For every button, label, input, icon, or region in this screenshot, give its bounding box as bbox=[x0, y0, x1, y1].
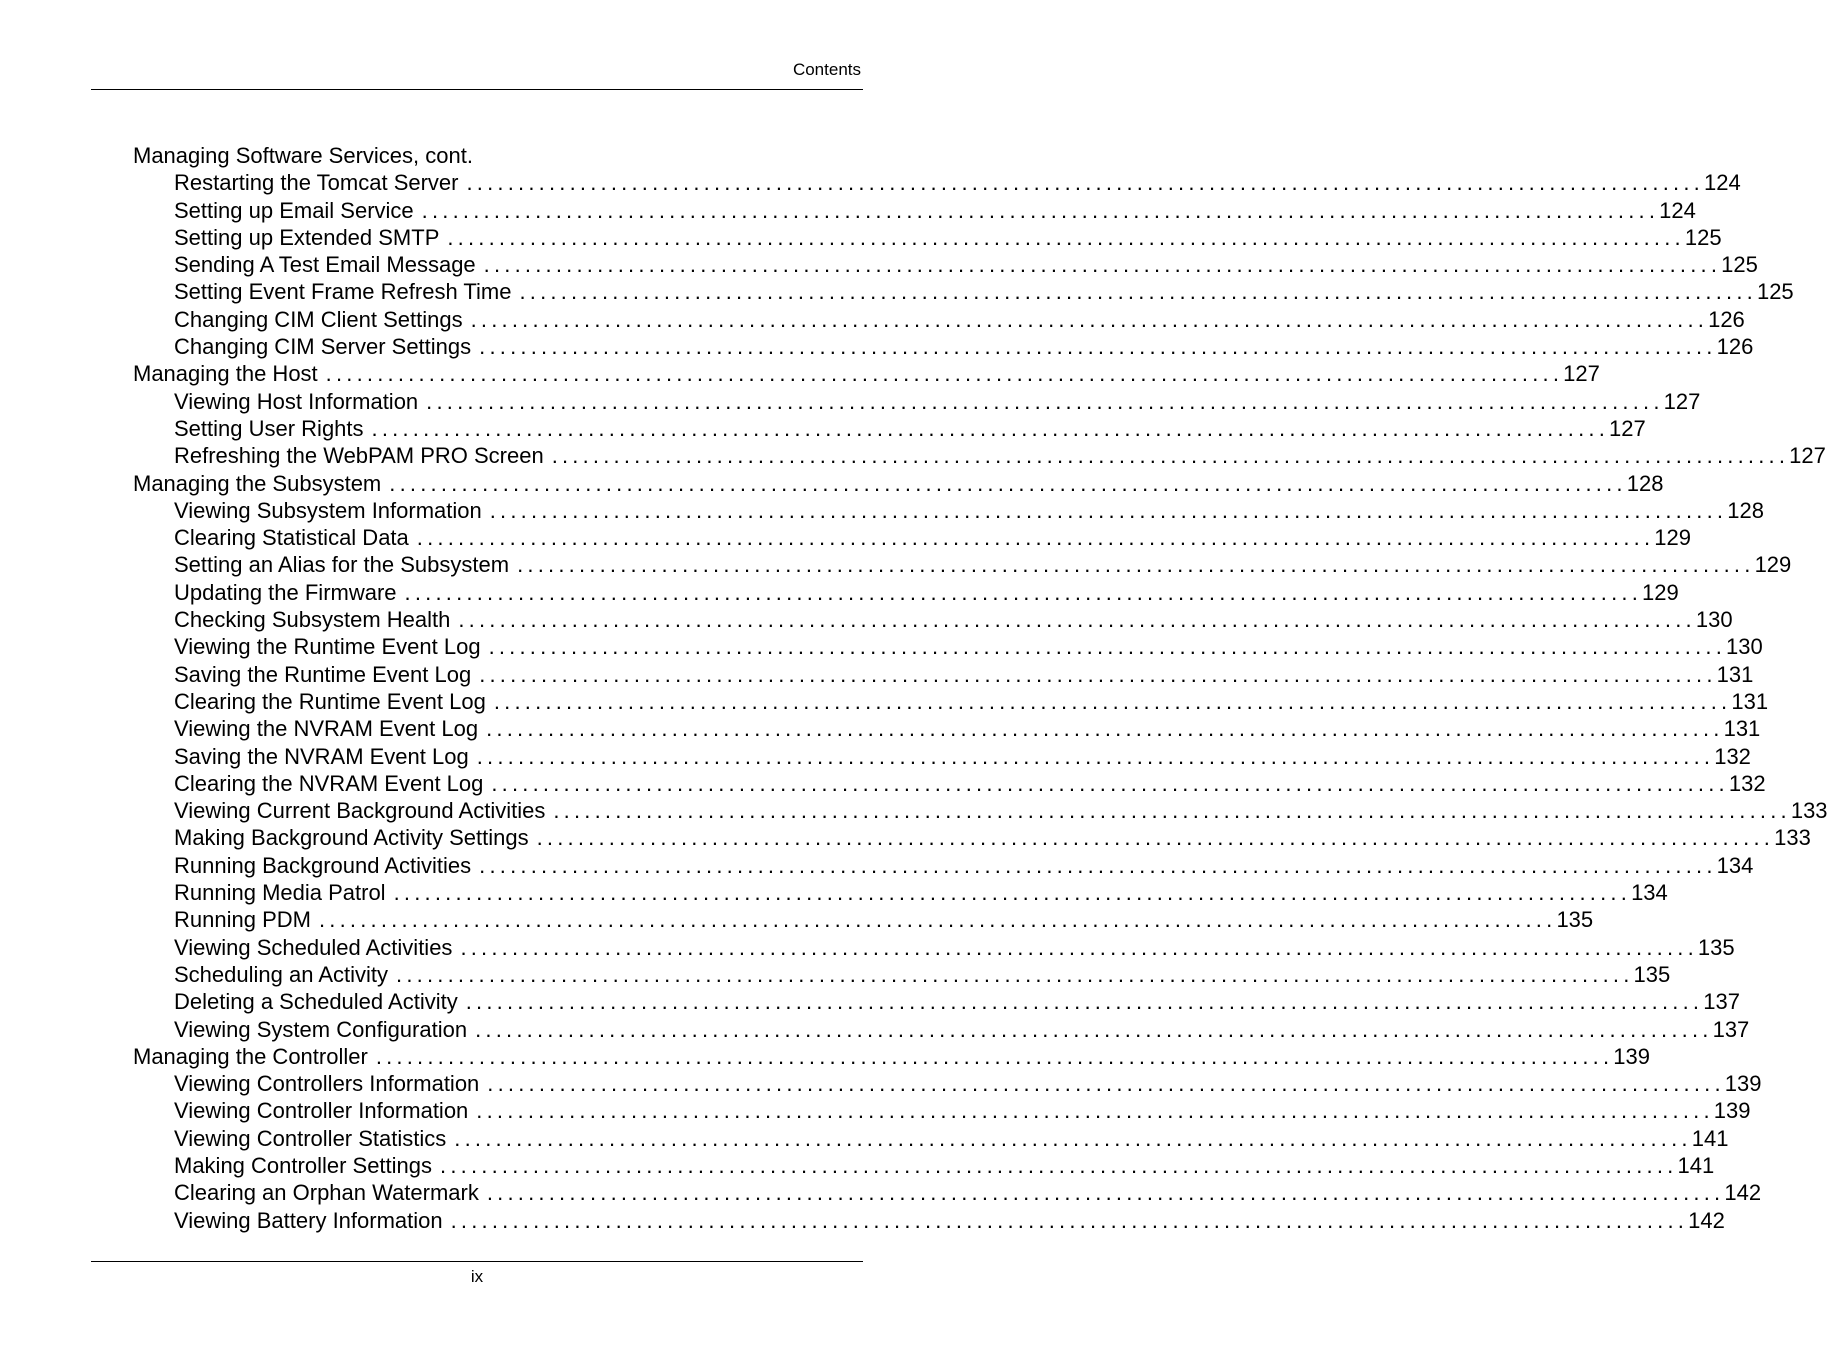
toc-entry-page: 127 bbox=[1609, 415, 1646, 441]
dot-leader: ........................................................................................................................ bbox=[489, 497, 1728, 523]
toc-entry-title: Deleting a Scheduled Activity bbox=[174, 989, 458, 1015]
toc-entry-title: Restarting the Tomcat Server bbox=[174, 170, 459, 196]
toc-subsection-entry[interactable] bbox=[133, 633, 1763, 660]
toc-subsection-entry[interactable] bbox=[133, 1097, 1751, 1124]
dot-leader: ........................................................................................................................ bbox=[479, 852, 1717, 878]
toc-entry-title: Viewing Current Background Activities bbox=[174, 798, 546, 824]
toc-entry-title: Setting up Email Service bbox=[174, 197, 414, 223]
dot-leader: ........................................................................................................................ bbox=[450, 1207, 1689, 1233]
toc-entry-page: 135 bbox=[1697, 934, 1735, 960]
toc-entry-title: Making Background Activity Settings bbox=[174, 825, 529, 851]
dot-leader: ........................................................................................................................ bbox=[325, 361, 1564, 387]
toc-subsection-entry[interactable] bbox=[133, 579, 1679, 606]
dot-leader: ........................................................................................................................ bbox=[476, 1098, 1714, 1124]
toc-subsection-entry[interactable] bbox=[133, 415, 1646, 442]
dot-leader: ........................................................................................................................ bbox=[479, 334, 1717, 360]
toc-entry-title: Setting up Extended SMTP bbox=[174, 224, 440, 250]
toc-subsection-entry[interactable] bbox=[133, 1070, 1762, 1097]
toc-entry-page: 128 bbox=[1727, 497, 1764, 523]
toc-subsection-entry[interactable] bbox=[133, 743, 1751, 770]
toc-entry-page: 134 bbox=[1631, 880, 1668, 906]
toc-subsection-entry[interactable] bbox=[133, 661, 1754, 688]
toc-entry-title: Clearing an Orphan Watermark bbox=[174, 1180, 479, 1206]
toc-entry-title: Viewing the NVRAM Event Log bbox=[174, 716, 479, 742]
dot-leader: ........................................................................................................................ bbox=[479, 661, 1717, 687]
toc-entry-page: 129 bbox=[1754, 552, 1792, 578]
toc-section-entry[interactable] bbox=[133, 470, 1664, 497]
toc-subsection-entry[interactable] bbox=[133, 169, 1741, 196]
toc-entry-page: 132 bbox=[1728, 770, 1766, 796]
toc-subsection-entry[interactable] bbox=[133, 961, 1671, 988]
table-of-contents bbox=[133, 142, 1828, 1234]
dot-leader: ........................................................................................................................ bbox=[458, 607, 1696, 633]
toc-subsection-entry[interactable] bbox=[133, 442, 1826, 469]
toc-subsection-entry[interactable] bbox=[133, 388, 1701, 415]
toc-entry-page: 132 bbox=[1714, 743, 1751, 769]
dot-leader: ........................................................................................................................ bbox=[491, 770, 1729, 796]
toc-subsection-entry[interactable] bbox=[133, 770, 1766, 797]
toc-entry-title: Running Background Activities bbox=[174, 852, 472, 878]
toc-entry-title: Sending A Test Email Message bbox=[174, 252, 476, 278]
toc-entry-title: Clearing the NVRAM Event Log bbox=[174, 770, 484, 796]
dot-leader: ........................................................................................................................ bbox=[470, 306, 1709, 332]
toc-subsection-entry[interactable] bbox=[133, 524, 1691, 551]
toc-entry-page: 134 bbox=[1716, 852, 1754, 878]
toc-subsection-entry[interactable] bbox=[133, 333, 1754, 360]
dot-leader: ........................................................................................................................ bbox=[371, 415, 1610, 441]
toc-entry-page: 128 bbox=[1626, 470, 1664, 496]
toc-entry-title: Refreshing the WebPAM PRO Screen bbox=[174, 443, 544, 469]
toc-subsection-entry[interactable] bbox=[133, 1207, 1725, 1234]
dot-leader: ........................................................................................................................ bbox=[416, 525, 1655, 551]
toc-section-entry[interactable] bbox=[133, 360, 1600, 387]
toc-subsection-entry[interactable] bbox=[133, 852, 1754, 879]
toc-subsection-entry[interactable] bbox=[133, 497, 1764, 524]
toc-entry-page: 141 bbox=[1677, 1152, 1715, 1178]
dot-leader: ........................................................................................................................ bbox=[465, 989, 1704, 1015]
toc-entry-title: Changing CIM Server Settings bbox=[174, 334, 472, 360]
toc-entry-page: 126 bbox=[1708, 306, 1745, 332]
toc-entry-page: 141 bbox=[1691, 1125, 1729, 1151]
toc-subsection-entry[interactable] bbox=[133, 251, 1758, 278]
toc-subsection-entry[interactable] bbox=[133, 606, 1733, 633]
toc-entry-title: Saving the Runtime Event Log bbox=[174, 661, 472, 687]
toc-entry-page: 127 bbox=[1663, 388, 1701, 414]
dot-leader: ........................................................................................................................ bbox=[493, 688, 1732, 714]
dot-leader: ........................................................................................................................ bbox=[421, 197, 1660, 223]
toc-entry-page: 129 bbox=[1654, 525, 1691, 551]
toc-entry-page: 139 bbox=[1724, 1071, 1762, 1097]
toc-subsection-entry[interactable] bbox=[133, 988, 1740, 1015]
dot-leader: ........................................................................................................................ bbox=[426, 388, 1664, 414]
toc-entry-title: Viewing Controller Information bbox=[174, 1098, 469, 1124]
toc-subsection-entry[interactable] bbox=[133, 688, 1769, 715]
toc-entry-page: 137 bbox=[1703, 989, 1740, 1015]
toc-entry-title: Setting User Rights bbox=[174, 415, 364, 441]
dot-leader: ........................................................................................................................ bbox=[396, 961, 1634, 987]
toc-entry-page: 139 bbox=[1713, 1098, 1751, 1124]
dot-leader: ........................................................................................................................ bbox=[486, 1180, 1725, 1206]
toc-subsection-entry[interactable] bbox=[133, 824, 1811, 851]
toc-entry-title: Viewing Host Information bbox=[174, 388, 419, 414]
dot-leader: ........................................................................................................................ bbox=[318, 907, 1557, 933]
toc-entry-title: Running PDM bbox=[174, 907, 311, 933]
toc-entry-page: 137 bbox=[1712, 1016, 1750, 1042]
toc-entry-page: 126 bbox=[1716, 334, 1754, 360]
toc-entry-page: 142 bbox=[1688, 1207, 1725, 1233]
toc-entry-page: 129 bbox=[1642, 579, 1679, 605]
dot-leader: ........................................................................................................................ bbox=[440, 1152, 1678, 1178]
toc-entry-page: 131 bbox=[1716, 661, 1754, 687]
dot-leader: ........................................................................................................................ bbox=[517, 552, 1755, 578]
toc-entry-page: 125 bbox=[1684, 224, 1722, 250]
toc-entry-title: Running Media Patrol bbox=[174, 880, 386, 906]
toc-entry-title: Clearing the Runtime Event Log bbox=[174, 688, 486, 714]
dot-leader: ........................................................................................................................ bbox=[487, 1071, 1725, 1097]
toc-entry-title: Viewing System Configuration bbox=[174, 1016, 468, 1042]
toc-entry-title: Viewing Battery Information bbox=[174, 1207, 443, 1233]
toc-entry-page: 125 bbox=[1721, 252, 1758, 278]
dot-leader: ........................................................................................................................ bbox=[488, 634, 1727, 660]
toc-subsection-entry[interactable] bbox=[133, 224, 1722, 251]
toc-entry-title: Setting Event Frame Refresh Time bbox=[174, 279, 512, 305]
toc-subsection-entry[interactable] bbox=[133, 1125, 1729, 1152]
dot-leader: ........................................................................................................................ bbox=[483, 252, 1722, 278]
toc-entry-page: 133 bbox=[1790, 798, 1828, 824]
dot-leader: ........................................................................................................................ bbox=[536, 825, 1775, 851]
toc-entry-page: 139 bbox=[1613, 1043, 1651, 1069]
toc-subsection-entry[interactable] bbox=[133, 306, 1745, 333]
toc-entry-page: 131 bbox=[1731, 688, 1769, 714]
dot-leader: ........................................................................................................................ bbox=[553, 798, 1791, 824]
toc-entry-page: 130 bbox=[1726, 634, 1763, 660]
toc-entry-title: Checking Subsystem Health bbox=[174, 607, 451, 633]
toc-subsection-entry[interactable] bbox=[133, 934, 1735, 961]
dot-leader: ........................................................................................................................ bbox=[404, 579, 1643, 605]
toc-entry-title: Scheduling an Activity bbox=[174, 961, 389, 987]
toc-entry-title: Viewing Controller Statistics bbox=[174, 1125, 447, 1151]
toc-subsection-entry[interactable] bbox=[133, 197, 1696, 224]
toc-entry-title: Updating the Firmware bbox=[174, 579, 397, 605]
dot-leader: ........................................................................................................................ bbox=[475, 1016, 1713, 1042]
toc-entry-title: Managing the Subsystem bbox=[133, 470, 382, 496]
toc-subsection-entry[interactable] bbox=[133, 797, 1828, 824]
dot-leader: ........................................................................................................................ bbox=[551, 443, 1790, 469]
toc-entry-page: 130 bbox=[1695, 607, 1733, 633]
header-rule bbox=[91, 89, 863, 90]
toc-subsection-entry[interactable] bbox=[133, 906, 1594, 933]
toc-entry-page: 127 bbox=[1789, 443, 1826, 469]
dot-leader: ........................................................................................................................ bbox=[519, 279, 1757, 305]
dot-leader: ........................................................................................................................ bbox=[466, 170, 1704, 196]
toc-subsection-entry[interactable] bbox=[133, 879, 1668, 906]
toc-subsection-entry[interactable] bbox=[133, 715, 1761, 742]
toc-subsection-entry[interactable] bbox=[133, 278, 1794, 305]
dot-leader: ........................................................................................................................ bbox=[393, 880, 1632, 906]
toc-entry-page: 142 bbox=[1724, 1180, 1762, 1206]
dot-leader: ........................................................................................................................ bbox=[486, 716, 1724, 742]
toc-entry-title: Viewing Scheduled Activities bbox=[174, 934, 453, 960]
toc-subsection-entry[interactable] bbox=[133, 551, 1792, 578]
toc-entry-page: 127 bbox=[1563, 361, 1600, 387]
toc-entry-page: 124 bbox=[1659, 197, 1696, 223]
toc-entry-title: Viewing the Runtime Event Log bbox=[174, 634, 481, 660]
toc-entry-title: Changing CIM Client Settings bbox=[174, 306, 463, 332]
toc-entry-page: 131 bbox=[1723, 716, 1761, 742]
toc-entry-page: 135 bbox=[1633, 961, 1671, 987]
toc-entry-title: Viewing Controllers Information bbox=[174, 1071, 480, 1097]
toc-entry-title: Clearing Statistical Data bbox=[174, 525, 409, 551]
toc-section-entry[interactable] bbox=[133, 1043, 1651, 1070]
toc-entry-page: 133 bbox=[1774, 825, 1811, 851]
toc-continued-heading: Managing Software Services, cont. bbox=[133, 143, 473, 168]
toc-entry-title: Saving the NVRAM Event Log bbox=[174, 743, 469, 769]
dot-leader: ........................................................................................................................ bbox=[460, 934, 1698, 960]
toc-subsection-entry[interactable] bbox=[133, 1152, 1715, 1179]
toc-entry-title: Making Controller Settings bbox=[174, 1152, 433, 1178]
toc-subsection-entry[interactable] bbox=[133, 1016, 1750, 1043]
footer-rule bbox=[91, 1261, 863, 1262]
running-header: Contents bbox=[792, 60, 861, 79]
dot-leader: ........................................................................................................................ bbox=[454, 1125, 1692, 1151]
toc-entry-title: Setting an Alias for the Subsystem bbox=[174, 552, 510, 578]
toc-entry-page: 135 bbox=[1556, 907, 1594, 933]
toc-subsection-entry[interactable] bbox=[133, 1179, 1762, 1206]
dot-leader: ........................................................................................................................ bbox=[476, 743, 1715, 769]
toc-entry-title: Viewing Subsystem Information bbox=[174, 497, 482, 523]
toc-entry-title: Managing the Host bbox=[133, 361, 318, 387]
toc-entry-page: 125 bbox=[1756, 279, 1794, 305]
dot-leader: ........................................................................................................................ bbox=[389, 470, 1627, 496]
dot-leader: ........................................................................................................................ bbox=[447, 224, 1685, 250]
dot-leader: ........................................................................................................................ bbox=[375, 1043, 1614, 1069]
page-number: ix bbox=[470, 1267, 484, 1286]
toc-entry-title: Managing the Controller bbox=[133, 1043, 368, 1069]
toc-entry-page: 124 bbox=[1703, 170, 1741, 196]
